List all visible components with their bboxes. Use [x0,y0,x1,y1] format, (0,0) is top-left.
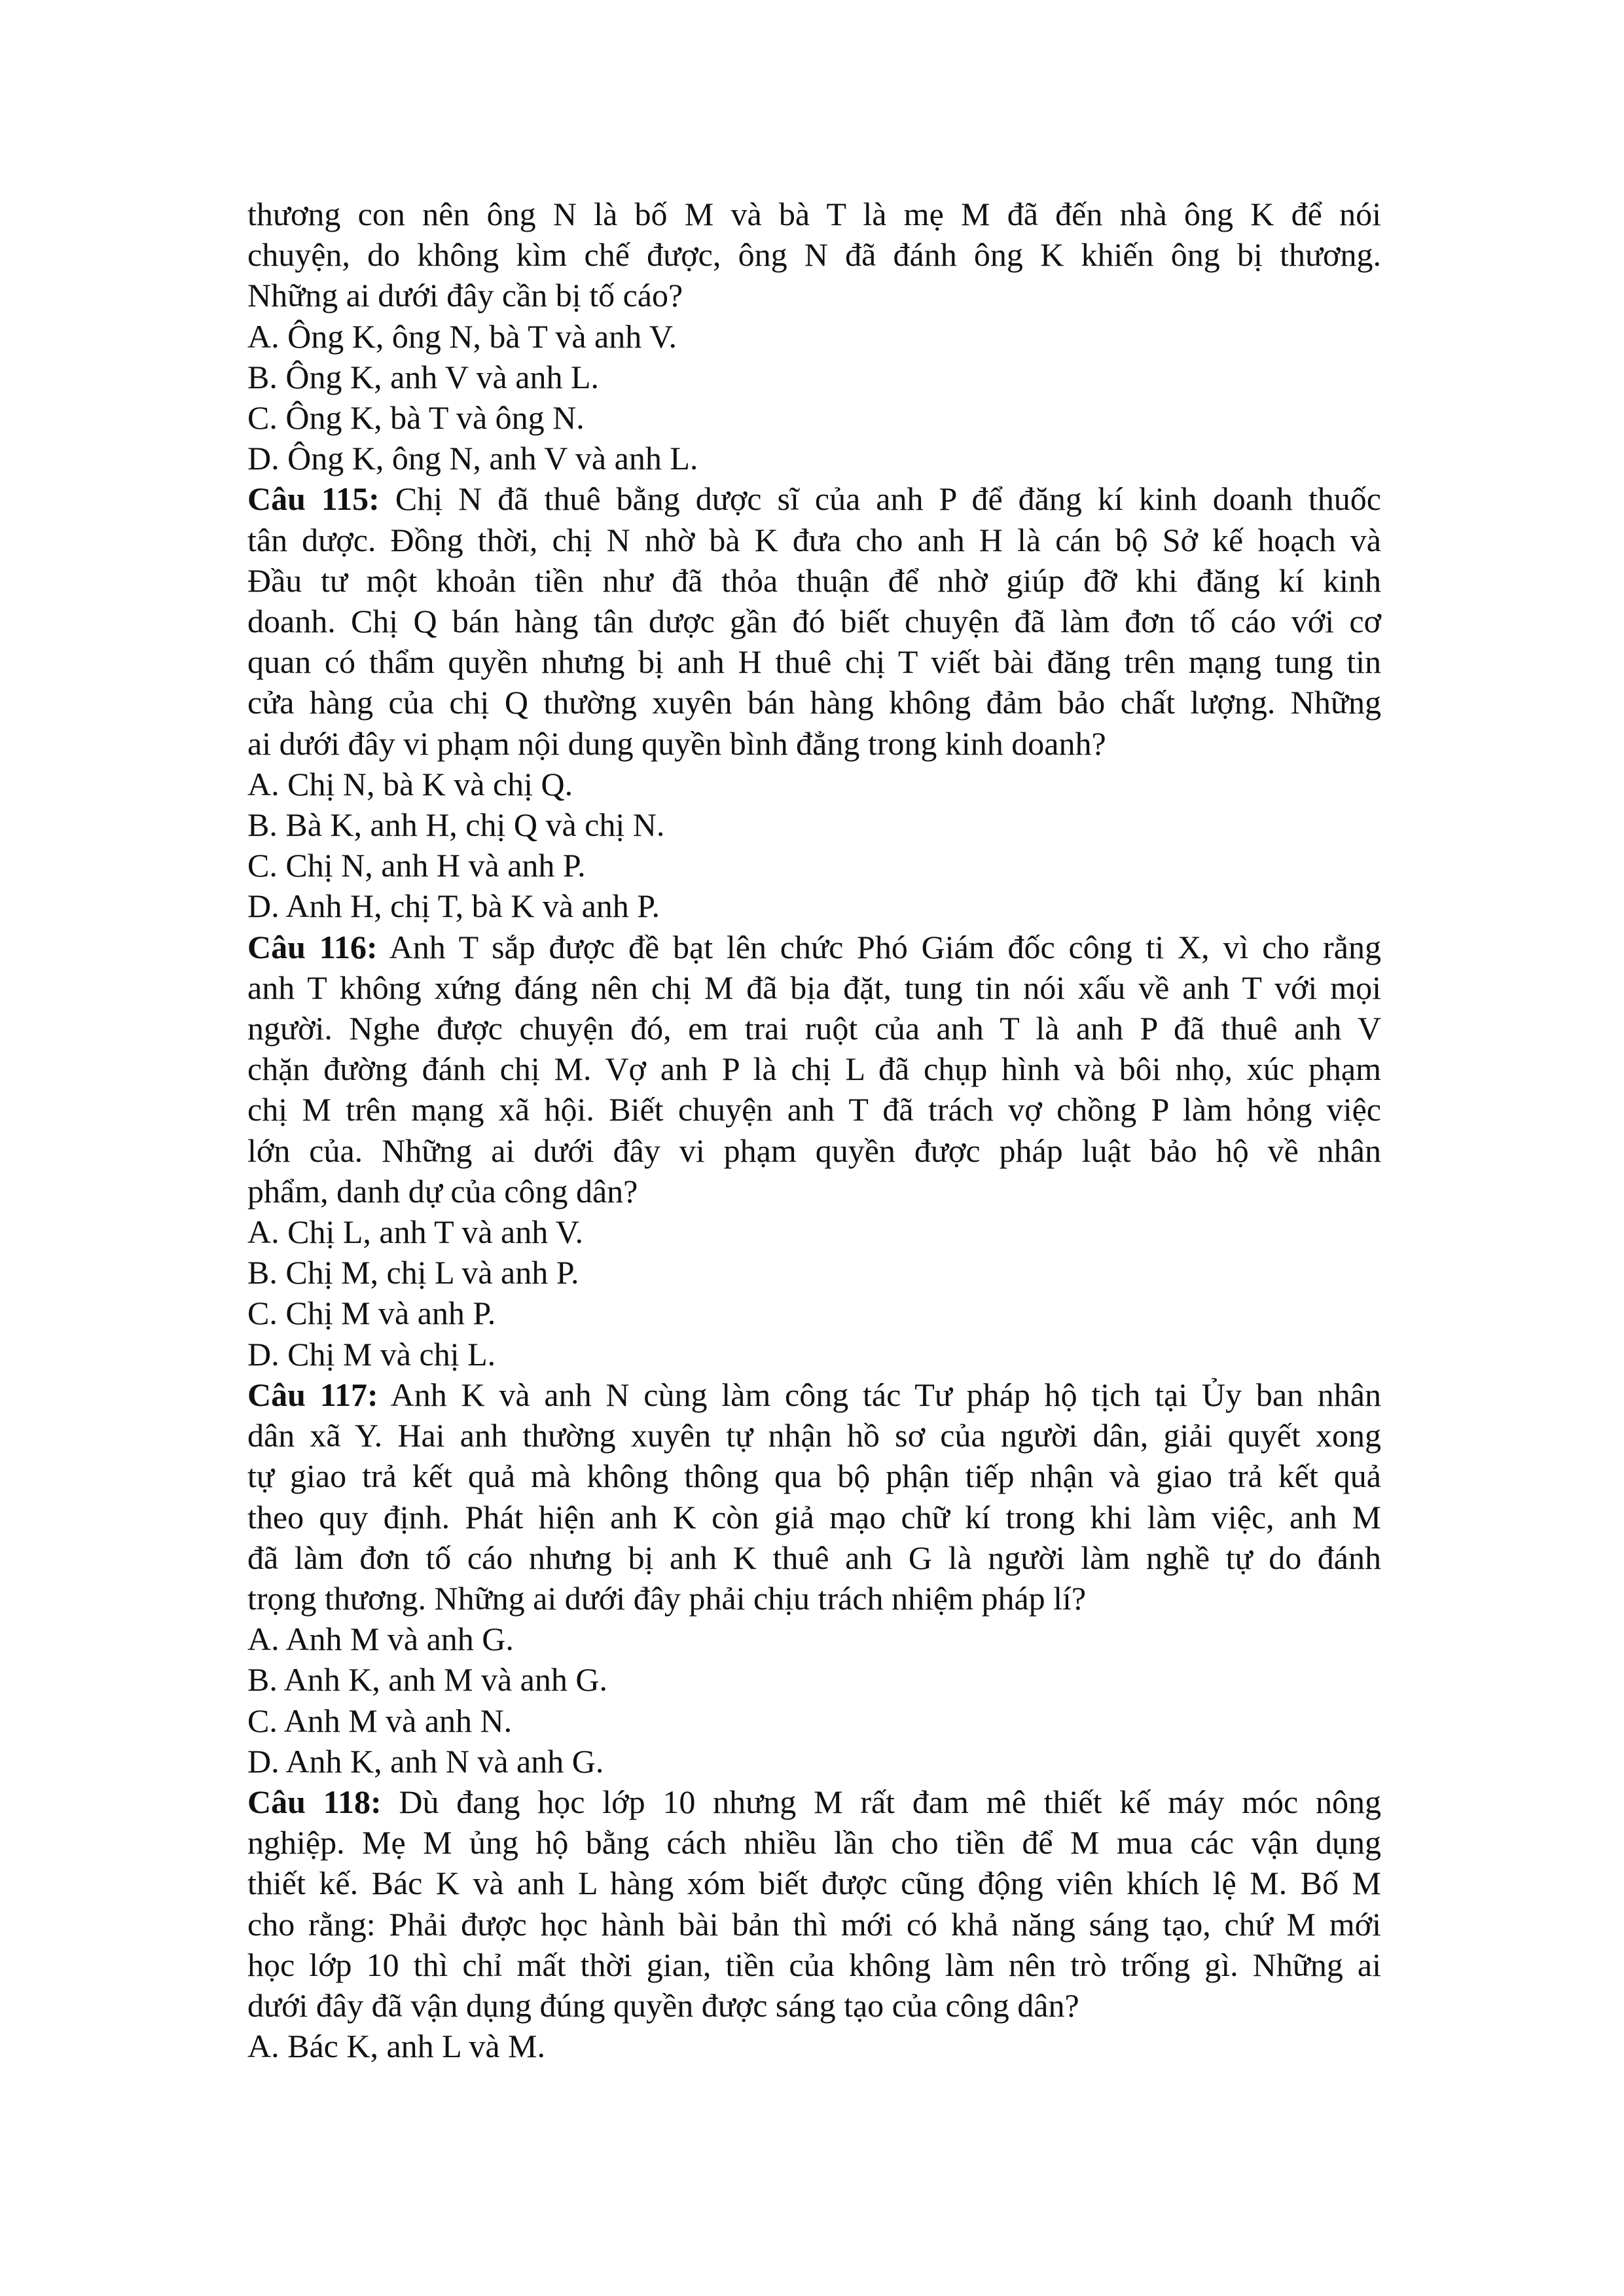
question-text-line: chị M trên mạng xã hội. Biết chuyện anh T đã trách vợ chồng P làm hỏng việc [247,1091,1381,1128]
question-text-line: cho rằng: Phải được học hành bài bản thì mới có khả năng sáng tạo, chứ M mới [247,1905,1381,1943]
answer-option: A. Ông K, ông N, bà T và anh V. [247,317,677,355]
question-text-line: nghiệp. Mẹ M ủng hộ bằng cách nhiều lần cho tiền để M mua các vận dụng [247,1824,1381,1861]
question-first-line [247,1782,1381,1822]
question-text-line: phẩm, danh dự của công dân? [247,1172,638,1210]
answer-option: D. Anh H, chị T, bà K và anh P. [247,888,660,925]
answer-option: C. Anh M và anh N. [247,1702,513,1739]
question-text-line: dân xã Y. Hai anh thường xuyên tự nhận hồ sơ của người dân, giải quyết xong [247,1417,1381,1454]
question-text-line: học lớp 10 thì chỉ mất thời gian, tiền của không làm nên trò trống gì. Những ai [247,1946,1381,1983]
question-first-line [247,478,1381,519]
answer-option: A. Anh M và anh G. [247,1621,514,1658]
question-text-line: chuyện, do không kìm chế được, ông N đã đánh ông K khiến ông bị thương. [247,236,1381,274]
question-text-line: tân dược. Đồng thời, chị N nhờ bà K đưa cho anh H là cán bộ Sở kế hoạch và [247,521,1381,558]
question-number: Câu 115: [247,480,380,518]
answer-option: A. Chị N, bà K và chị Q. [247,765,573,802]
answer-option: D. Ông K, ông N, anh V và anh L. [247,440,698,477]
answer-option: B. Anh K, anh M và anh G. [247,1661,607,1698]
question-text-line: doanh. Chị Q bán hàng tân dược gần đó biết chuyện đã làm đơn tố cáo với cơ [247,603,1381,640]
question-text: Chị N đã thuê bằng dược sĩ của anh P để đăng kí kinh doanh thuốc [379,480,1381,518]
answer-option: A. Bác K, anh L và M. [247,2028,545,2065]
answer-option: C. Ông K, bà T và ông N. [247,399,585,437]
question-text: Dù đang học lớp 10 nhưng M rất đam mê thiết kế máy móc nông [381,1783,1382,1820]
answer-option: C. Chị N, anh H và anh P. [247,847,586,884]
question-text-line: thương con nên ông N là bố M và bà T là mẹ M đã đến nhà ông K để nói [247,196,1381,232]
question-115 [247,478,1381,926]
question-text-line: dưới đây đã vận dụng đúng quyền được sáng tạo của công dân? [247,1986,1079,2024]
answer-option: B. Bà K, anh H, chị Q và chị N. [247,806,665,844]
question-text-line: Những ai dưới đây cần bị tố cáo? [247,277,683,314]
answer-option: B. Chị M, chị L và anh P. [247,1254,579,1291]
answer-option: B. Ông K, anh V và anh L. [247,358,599,395]
answer-option: C. Chị M và anh P. [247,1295,496,1332]
answer-option: D. Anh K, anh N và anh G. [247,1742,604,1780]
question-text-line: chặn đường đánh chị M. Vợ anh P là chị L đã chụp hình và bôi nhọ, xúc phạm [247,1050,1381,1088]
question-117 [247,1374,1381,1782]
document-page [247,194,1381,2066]
question-text-line: theo quy định. Phát hiện anh K còn giả mạo chữ kí trong khi làm việc, anh M [247,1498,1381,1535]
question-text-line: tự giao trả kết quả mà không thông qua bộ phận tiếp nhận và giao trả kết quả [247,1458,1381,1495]
question-text-line: trọng thương. Những ai dưới đây phải chịu trách nhiệm pháp lí? [247,1579,1087,1617]
question-text-line: thiết kế. Bác K và anh L hàng xóm biết được cũng động viên khích lệ M. Bố M [247,1865,1381,1902]
question-116 [247,927,1381,1374]
question-first-line [247,1374,1381,1415]
question-text: Anh K và anh N cùng làm công tác Tư pháp hộ tịch tại Ủy ban nhân [378,1376,1382,1413]
question-text-line: ai dưới đây vi phạm nội dung quyền bình đẳng trong kinh doanh? [247,725,1106,762]
question-text-line: quan có thẩm quyền nhưng bị anh H thuê chị T viết bài đăng trên mạng tung tin [247,643,1381,681]
question-text-line: cửa hàng của chị Q thường xuyên bán hàng không đảm bảo chất lượng. Những [247,684,1381,721]
question-text-line: người. Nghe được chuyện đó, em trai ruột của anh T là anh P đã thuê anh V [247,1010,1381,1047]
answer-option: A. Chị L, anh T và anh V. [247,1213,583,1251]
question-first-line [247,927,1381,967]
question-number: Câu 116: [247,928,378,965]
question-continuation [247,194,1381,478]
question-text-line: đã làm đơn tố cáo nhưng bị anh K thuê anh G là người làm nghề tự do đánh [247,1539,1381,1576]
question-text: Anh T sắp được đề bạt lên chức Phó Giám đốc công ti X, vì cho rằng [377,928,1381,965]
question-text-line: lớn của. Những ai dưới đây vi phạm quyền được pháp luật bảo hộ về nhân [247,1132,1381,1169]
answer-option: D. Chị M và chị L. [247,1335,496,1372]
question-text-line: anh T không xứng đáng nên chị M đã bịa đặt, tung tin nói xấu về anh T với mọi [247,969,1381,1006]
question-number: Câu 117: [247,1376,378,1413]
question-118 [247,1782,1381,2066]
question-number: Câu 118: [247,1783,382,1820]
question-text-line: Đầu tư một khoản tiền như đã thỏa thuận để nhờ giúp đỡ khi đăng kí kinh [247,562,1381,599]
